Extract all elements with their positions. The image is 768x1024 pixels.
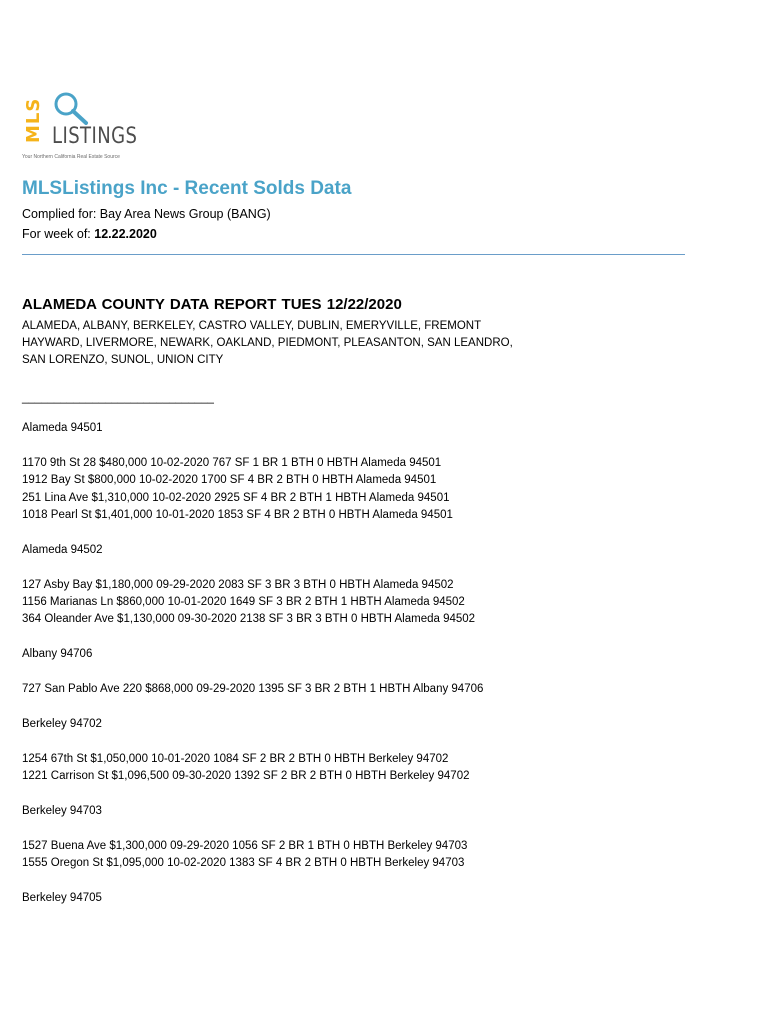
listing-group [22, 542, 742, 629]
compiled-for: Complied for: Bay Area News Group (BANG) [22, 207, 271, 221]
listings [22, 420, 742, 907]
group-rows [22, 577, 742, 629]
group-title: Berkeley 94703 [22, 804, 102, 817]
group-rows [22, 838, 742, 873]
group-title: Albany 94706 [22, 648, 93, 661]
report-title: ALAMEDA COUNTY DATA REPORT TUES 12/22/2020 [22, 296, 402, 313]
logo-wordmark: LISTINGS [52, 124, 138, 149]
document-title: MLSListings Inc - Recent Solds Data [22, 178, 352, 199]
listing-row: 251 Lina Ave $1,310,000 10-02-2020 2925 SF 4 BR 2 BTH 1 HBTH Alameda 94501 [22, 491, 450, 504]
city-list [22, 318, 542, 369]
listing-group [22, 646, 742, 698]
group-title: Alameda 94502 [22, 543, 103, 556]
listing-group [22, 803, 742, 873]
listing-row: 127 Asby Bay $1,180,000 09-29-2020 2083 SF 3 BR 3 BTH 0 HBTH Alameda 94502 [22, 578, 454, 591]
city-list-line-3: SAN LORENZO, SUNOL, UNION CITY [22, 354, 224, 366]
city-list-line-1: ALAMEDA, ALBANY, BERKELEY, CASTRO VALLEY, DUBLIN, EMERYVILLE, FREMONT [22, 320, 482, 332]
week-of-label: For week of: [22, 227, 91, 241]
week-of [22, 227, 157, 241]
group-title: Berkeley 94702 [22, 717, 102, 730]
listing-row: 1221 Carrison St $1,096,500 09-30-2020 1392 SF 2 BR 2 BTH 0 HBTH Berkeley 94702 [22, 770, 470, 783]
group-title: Alameda 94501 [22, 422, 103, 434]
listing-row: 1156 Marianas Ln $860,000 10-01-2020 1649 SF 3 BR 2 BTH 1 HBTH Alameda 94502 [22, 596, 465, 609]
section-separator: ______________________________ [22, 392, 214, 404]
logo-mls-vertical: MLS [23, 97, 44, 143]
city-list-line-2: HAYWARD, LIVERMORE, NEWARK, OAKLAND, PIEDMONT, PLEASANTON, SAN LEANDRO, [22, 337, 513, 349]
listing-row: 1170 9th St 28 $480,000 10-02-2020 767 SF 1 BR 1 BTH 0 HBTH Alameda 94501 [22, 456, 442, 469]
logo-tagline: Your Northern California Real Estate Source [22, 154, 120, 160]
listing-group [22, 716, 742, 786]
listing-row: 1527 Buena Ave $1,300,000 09-29-2020 1056 SF 2 BR 1 BTH 0 HBTH Berkeley 94703 [22, 839, 468, 852]
listing-group [22, 420, 742, 524]
listing-row: 1018 Pearl St $1,401,000 10-01-2020 1853 SF 4 BR 2 BTH 0 HBTH Alameda 94501 [22, 509, 453, 522]
header-divider [22, 254, 685, 255]
group-rows [22, 751, 742, 786]
listing-row: 1254 67th St $1,050,000 10-01-2020 1084 SF 2 BR 2 BTH 0 HBTH Berkeley 94702 [22, 752, 449, 765]
group-rows [22, 455, 742, 525]
week-of-value: 12.22.2020 [94, 227, 157, 241]
listing-group [22, 890, 742, 907]
group-rows [22, 681, 742, 698]
listing-row: 1555 Oregon St $1,095,000 10-02-2020 1383 SF 4 BR 2 BTH 0 HBTH Berkeley 94703 [22, 857, 465, 870]
group-title: Berkeley 94705 [22, 891, 102, 904]
listing-row: 727 San Pablo Ave 220 $868,000 09-29-2020 1395 SF 3 BR 2 BTH 1 HBTH Albany 94706 [22, 683, 484, 696]
listing-row: 364 Oleander Ave $1,130,000 09-30-2020 2138 SF 3 BR 3 BTH 0 HBTH Alameda 94502 [22, 613, 476, 626]
listing-row: 1912 Bay St $800,000 10-02-2020 1700 SF 4 BR 2 BTH 0 HBTH Alameda 94501 [22, 474, 437, 487]
mlslistings-logo [22, 88, 147, 166]
